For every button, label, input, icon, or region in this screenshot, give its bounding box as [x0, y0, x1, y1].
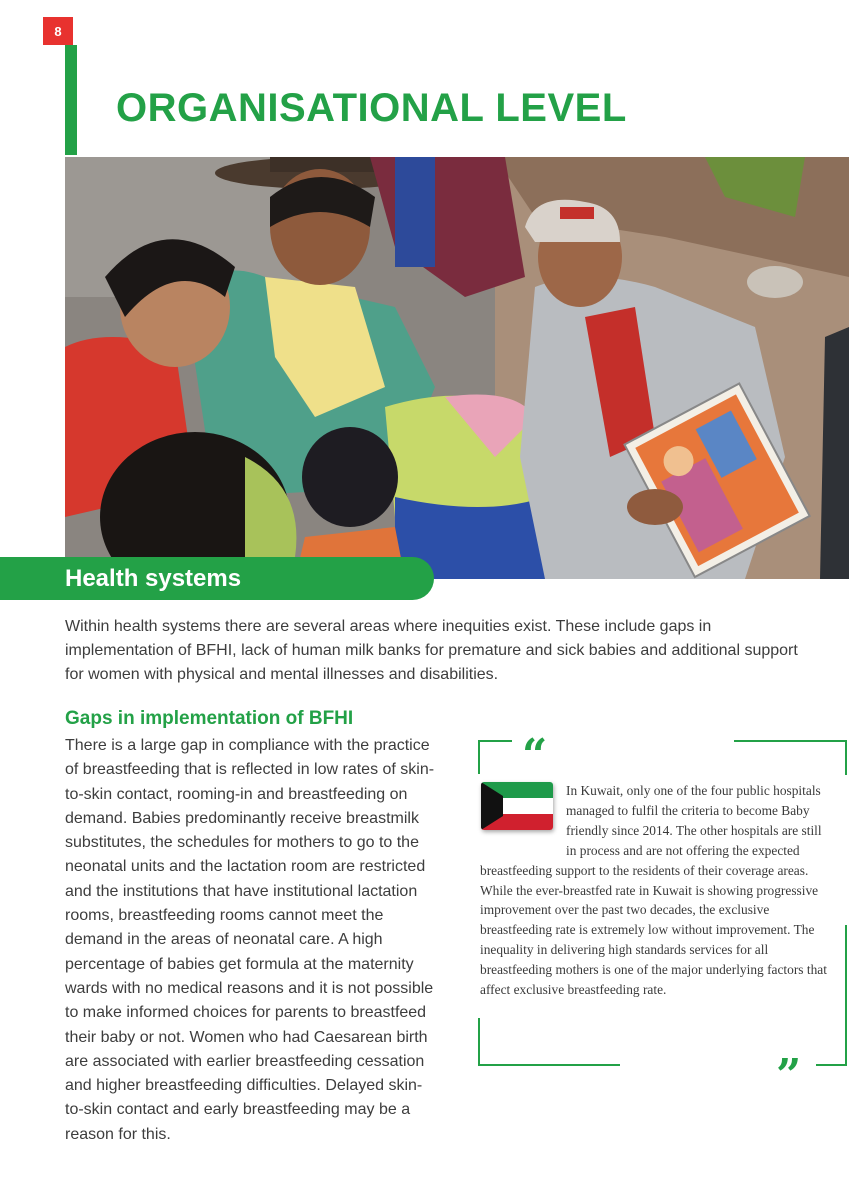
section-banner [0, 557, 434, 600]
flag-spacer [480, 781, 566, 841]
page-title: ORGANISATIONAL LEVEL [116, 86, 627, 130]
quote-border-left-lower [478, 1018, 480, 1066]
close-quote-mark: ” [776, 1050, 802, 1101]
quote-border-right-upper [845, 740, 847, 775]
quote-border-top-left [478, 740, 512, 742]
quote-body: In Kuwait, only one of the four public hospitals managed to fulfil the criteria to become Baby friendly since 2014. The other hospitals are still in process and are not offering the expected breastfeeding support to the residents of their coverage areas. While the ever-breastfed rate in Kuwait is showing progressive improvement over the past two decades, the exclusive breastfeeding rate is extremely low without improvement. The inequality in delivering high standards services for all breastfeeding mothers is one of the major underlying factors that affect exclusive breastfeeding rate. [480, 783, 827, 998]
title-accent-bar [65, 45, 77, 155]
subsection-body: There is a large gap in compliance with the practice of breastfeeding that is reflected in low rates of skin-to-skin contact, rooming-in and breastfeeding on demand. Babies predominantly receive breastmilk substitutes, the schedules for mothers to go to the neonatal units and the lactation room are restricted and the institutions that have institutional lactation rooms, breastfeeding rooms cannot meet the demand in the areas of neonatal care. A high percentage of babies get formula at the maternity wards with no medical reasons and it is not possible to make informed choices for parents to breastfeed their baby or not. Women who had Caesarean birth are associated with earlier breastfeeding cessation and higher breastfeeding difficulties. Delayed skin-to-skin contact and early breastfeeding may be a reason for this. [65, 737, 435, 1143]
section-title: Health systems [65, 564, 242, 592]
subsection-title: Gaps in implementation of BFHI [65, 708, 354, 729]
quote-border-left-upper [478, 740, 480, 774]
quote-border-top-right [734, 740, 847, 742]
section-intro: Within health systems there are several areas where inequities exist. These include gaps in implementation of BFHI, lack of human milk banks for premature and sick babies and additional support for women with physical and mental illnesses and disabilities. [65, 618, 798, 683]
quote-border-bottom-left [478, 1064, 620, 1066]
quote-border-bottom-right [816, 1064, 847, 1066]
page-number [43, 17, 73, 45]
quote-text [480, 781, 827, 1000]
page-number-text: 8 [54, 23, 62, 39]
quote-border-right-lower [845, 925, 847, 1066]
photo [65, 157, 849, 579]
open-quote-mark: “ [522, 730, 548, 781]
